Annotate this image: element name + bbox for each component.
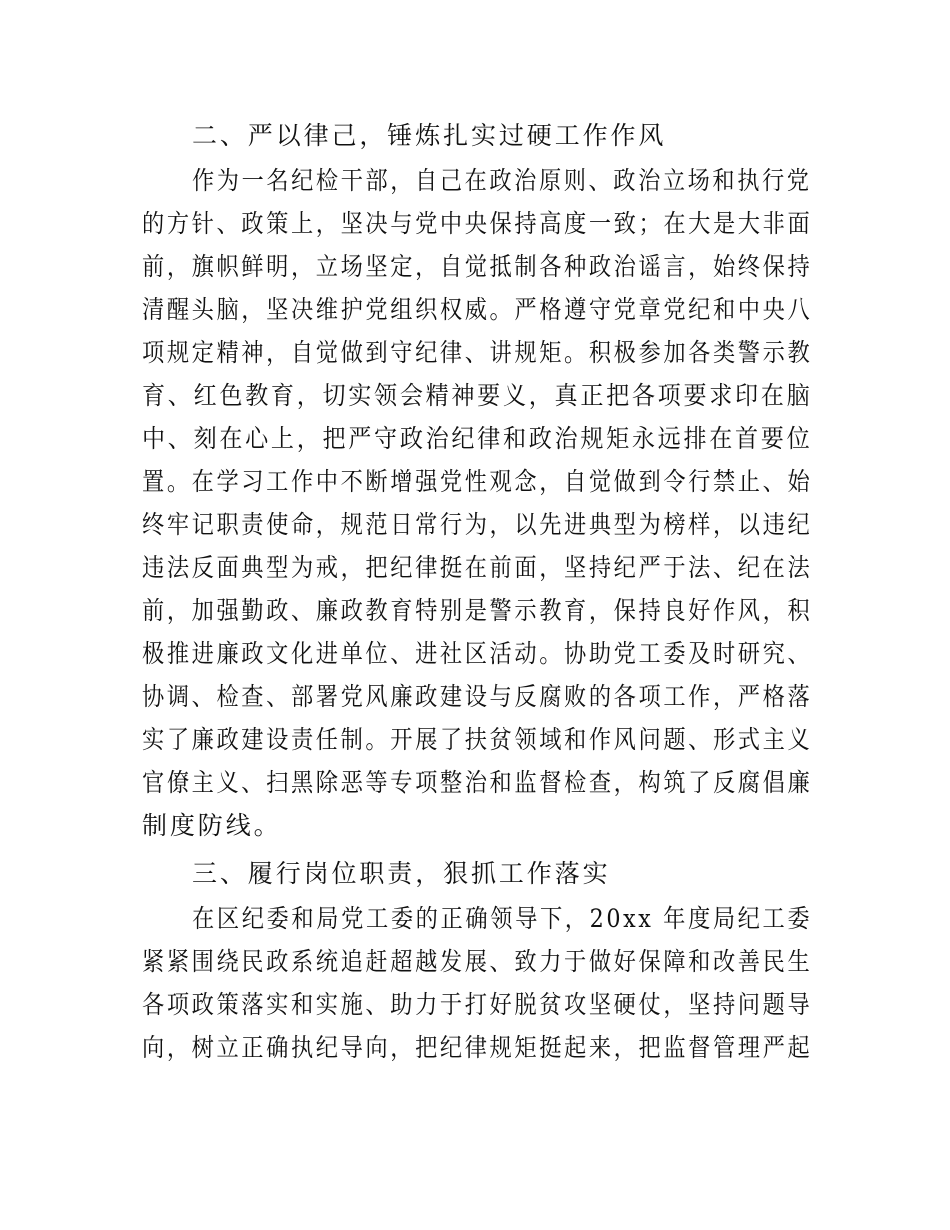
paragraph-line: 前，旗帜鲜明，立场坚定，自觉抵制各种政治谣言，始终保持 (142, 252, 813, 281)
paragraph-line: 中、刻在心上，把严守政治纪律和政治规矩永远排在首要位 (142, 424, 813, 453)
paragraph-line: 紧紧围绕民政系统追赶超越发展、致力于做好保障和改善民生 (142, 947, 813, 976)
paragraph-line: 向，树立正确执纪导向，把纪律规矩挺起来，把监督管理严起 (142, 1033, 813, 1062)
paragraph-line: 违法反面典型为戒，把纪律挺在前面，坚持纪严于法、纪在法 (142, 553, 813, 582)
paragraph-line: 前，加强勤政、廉政教育特别是警示教育，保持良好作风，积 (142, 596, 813, 625)
paragraph-line: 实了廉政建设责任制。开展了扶贫领域和作风问题、形式主义 (142, 725, 813, 754)
section-3-heading: 三、履行岗位职责，狠抓工作落实 (192, 859, 611, 888)
section-2-heading: 二、严以律己，锤炼扎实过硬工作作风 (192, 121, 667, 150)
paragraph-line: 官僚主义、扫黑除恶等专项整治和监督检查，构筑了反腐倡廉 (142, 768, 813, 797)
paragraph-line: 清醒头脑，坚决维护党组织权威。严格遵守党章党纪和中央八 (142, 295, 813, 324)
paragraph-line: 协调、检查、部署党风廉政建设与反腐败的各项工作，严格落 (142, 682, 813, 711)
paragraph-line: 制度防线。 (142, 811, 282, 840)
paragraph-line: 在区纪委和局党工委的正确领导下，20xx 年度局纪工委 (192, 904, 813, 933)
paragraph-line: 终牢记职责使命，规范日常行为，以先进典型为榜样，以违纪 (142, 510, 813, 539)
paragraph-line: 育、红色教育，切实领会精神要义，真正把各项要求印在脑 (142, 381, 813, 410)
paragraph-line: 置。在学习工作中不断增强党性观念，自觉做到令行禁止、始 (142, 467, 813, 496)
paragraph-line: 作为一名纪检干部，自己在政治原则、政治立场和执行党 (192, 166, 812, 195)
paragraph-line: 极推进廉政文化进单位、进社区活动。协助党工委及时研究、 (142, 639, 813, 668)
paragraph-line: 各项政策落实和实施、助力于打好脱贫攻坚硬仗，坚持问题导 (142, 990, 813, 1019)
paragraph-line: 项规定精神，自觉做到守纪律、讲规矩。积极参加各类警示教 (142, 338, 813, 367)
paragraph-line: 的方针、政策上，坚决与党中央保持高度一致；在大是大非面 (142, 209, 813, 238)
